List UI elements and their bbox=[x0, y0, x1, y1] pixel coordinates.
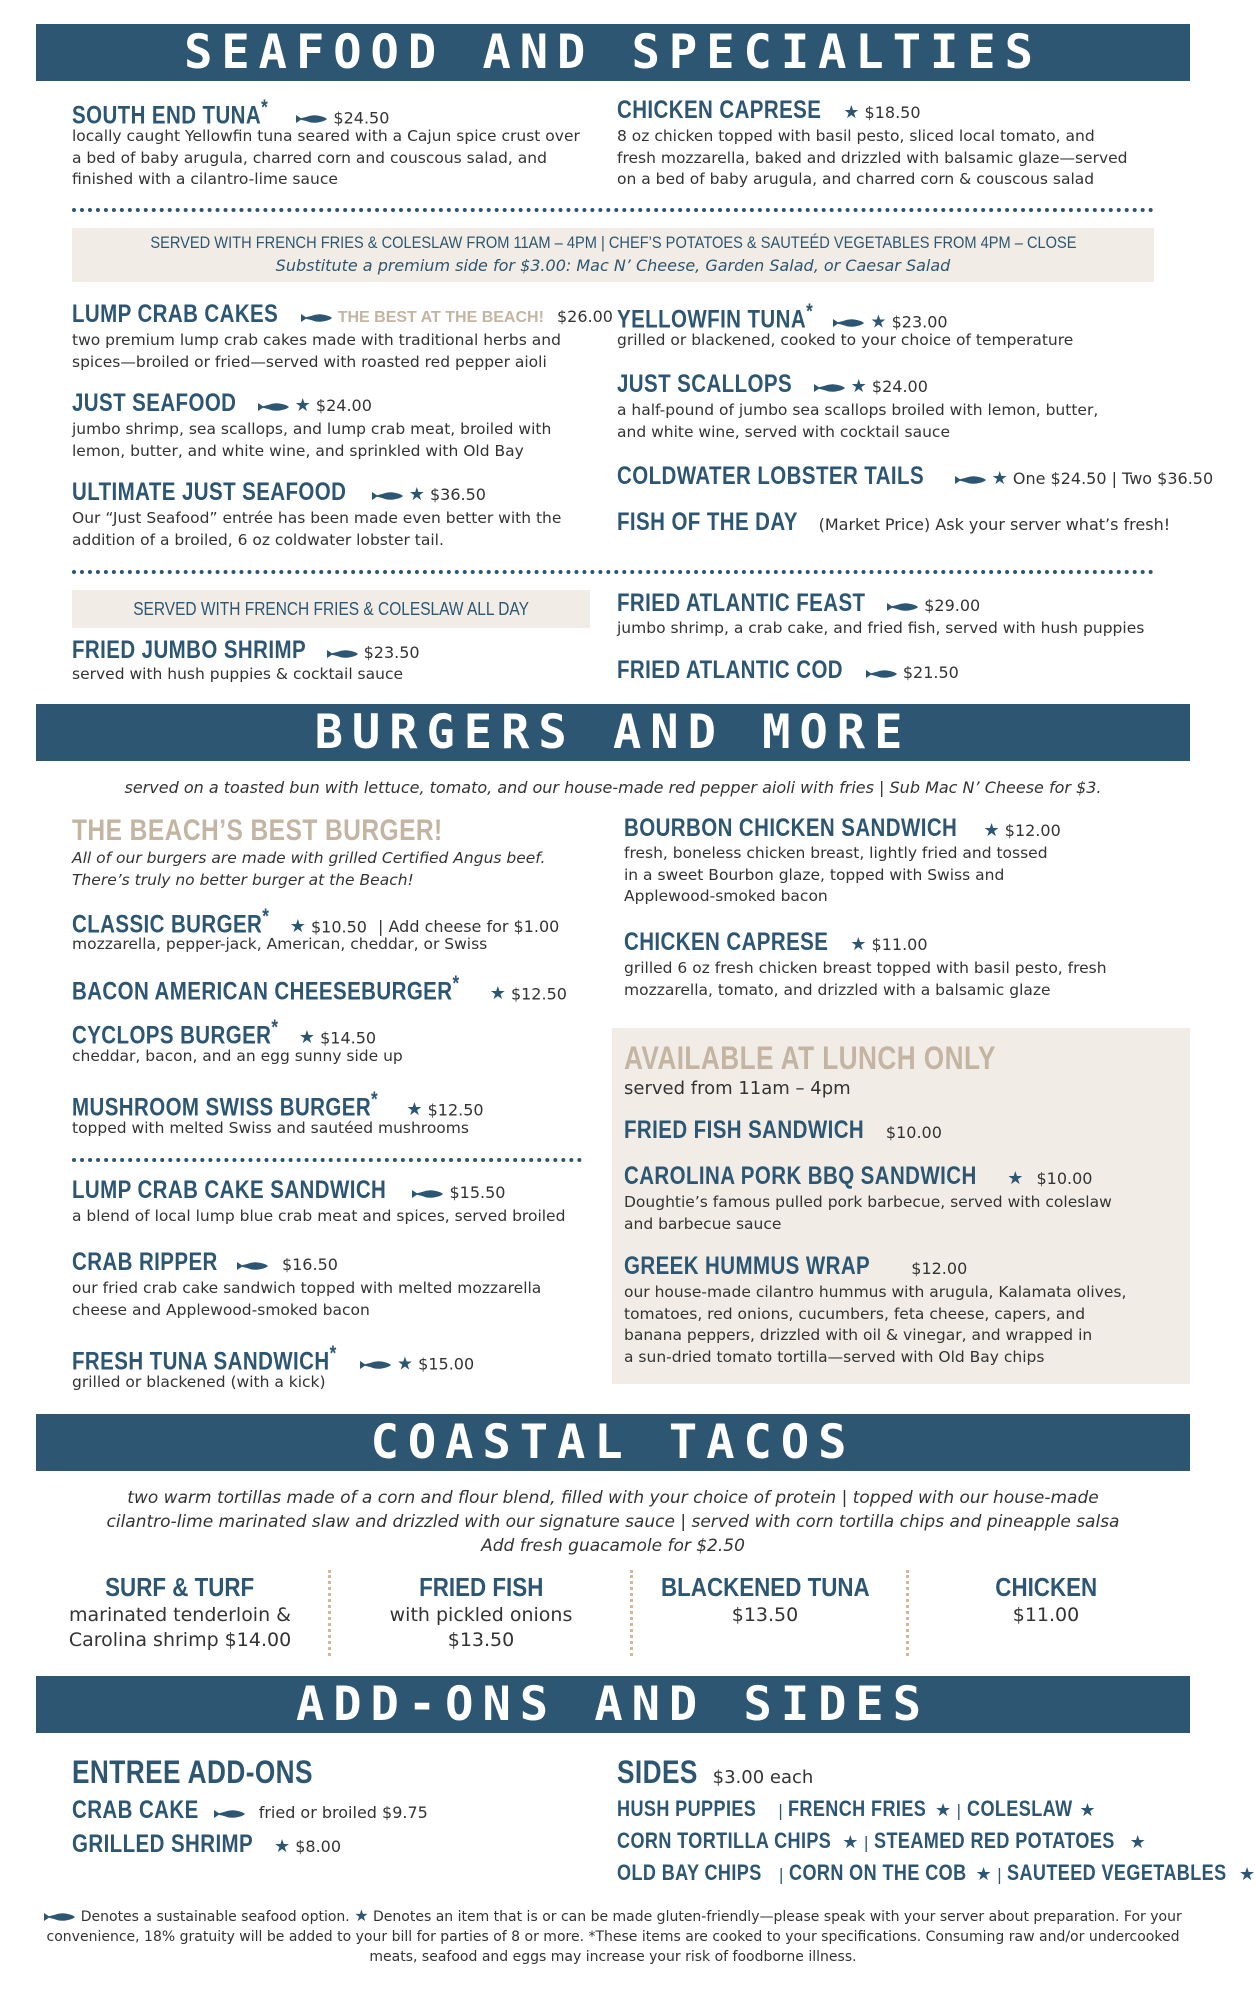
item-name: GRILLED SHRIMP bbox=[72, 1830, 254, 1858]
star-icon: ★ bbox=[843, 102, 860, 123]
item-name: FISH OF THE DAY bbox=[617, 508, 798, 536]
best-at-beach-tag: THE BEST AT THE BEACH! bbox=[337, 309, 544, 326]
item-name: FRIED JUMBO SHRIMP bbox=[72, 636, 307, 664]
item-name: FRIED FISH SANDWICH bbox=[624, 1116, 865, 1144]
item-price: $12.50 bbox=[510, 984, 567, 1004]
star-icon: ★ bbox=[850, 934, 867, 955]
menu-item-fresh-tuna-sandwich: FRESH TUNA SANDWICH* ★ $15.00 bbox=[72, 1342, 475, 1376]
menu-item-classic-burger: CLASSIC BURGER* ★ $10.50 | Add cheese for $1.00 bbox=[72, 905, 560, 939]
item-name: CLASSIC BURGER bbox=[72, 910, 263, 939]
star-icon: ★ bbox=[1007, 1168, 1024, 1189]
menu-item-greek-hummus-wrap bbox=[624, 1252, 967, 1281]
item-name: LUMP CRAB CAKES bbox=[72, 300, 279, 328]
item-name: CAROLINA PORK BBQ SANDWICH bbox=[624, 1162, 977, 1190]
fish-icon bbox=[360, 1359, 392, 1371]
item-desc-cyclops-burger: cheddar, bacon, and an egg sunny side up bbox=[72, 1047, 403, 1065]
entree-addons-heading: ENTREE ADD-ONS bbox=[72, 1754, 313, 1790]
item-desc-carolina-pork-bbq: Doughtie’s famous pulled pork barbecue, served with coleslaw and barbecue sauce bbox=[624, 1193, 1112, 1233]
item-desc-bourbon-chicken-sandwich: fresh, boneless chicken breast, lightly fried and tossed in a sweet Bourbon glaze, topped with Swiss and Applewood-smoked bacon bbox=[624, 844, 1048, 905]
fish-icon bbox=[814, 382, 846, 394]
item-price: $11.00 bbox=[871, 935, 928, 954]
taco-surf-turf: SURF & TURF marinated tenderloin & Carolina shrimp $14.00 bbox=[68, 1572, 292, 1651]
sides-row-3: OLD BAY CHIPS | CORN ON THE COB ★ | SAUTEED VEGETABLES ★ bbox=[617, 1860, 1255, 1885]
item-price: $24.00 bbox=[315, 396, 372, 415]
taco-divider bbox=[630, 1570, 633, 1656]
item-name: BOURBON CHICKEN SANDWICH bbox=[624, 814, 958, 842]
item-name: CRAB CAKE bbox=[72, 1796, 199, 1824]
section-banner-addons: ADD-ONS AND SIDES bbox=[36, 1676, 1190, 1733]
fish-icon bbox=[214, 1808, 246, 1820]
item-desc-lump-crab-cake-sandwich: a blend of local lump blue crab meat and spices, served broiled bbox=[72, 1207, 566, 1225]
menu-item-chicken-caprese bbox=[617, 96, 921, 125]
best-burger-heading: THE BEACH’S BEST BURGER! bbox=[72, 814, 443, 847]
footer-notes: Denotes a sustainable seafood option. ★ Denotes an item that is or can be made gluten-friendly—please speak with your server about preparation. For your convenience, 18% gratuity will be added to your bill for parties of 8 or more. *These items are cooked to your specifications. Consuming raw and/or undercooked meats, seafood and eggs may increase your risk of foodborne illness. bbox=[40, 1906, 1186, 1967]
item-desc-just-scallops: a half-pound of jumbo sea scallops broiled with lemon, butter, and white wine, served with cocktail sauce bbox=[617, 401, 1099, 441]
item-desc-fresh-tuna-sandwich: grilled or blackened (with a kick) bbox=[72, 1373, 326, 1391]
fish-icon bbox=[372, 490, 404, 502]
menu-item-bourbon-chicken-sandwich bbox=[624, 814, 1061, 843]
item-name: ULTIMATE JUST SEAFOOD bbox=[72, 478, 347, 506]
menu-item-fried-atlantic-feast bbox=[617, 589, 980, 618]
item-price: $24.00 bbox=[871, 377, 928, 396]
menu-item-crab-ripper bbox=[72, 1248, 338, 1277]
menu-item-lump-crab-cakes bbox=[72, 300, 613, 329]
item-name: FRIED ATLANTIC COD bbox=[617, 656, 844, 684]
item-price: $24.50 bbox=[333, 108, 390, 128]
item-price: $10.50 bbox=[310, 917, 367, 937]
star-icon: ★ bbox=[975, 1864, 992, 1885]
item-name: CHICKEN CAPRESE bbox=[617, 96, 822, 124]
menu-item-fried-jumbo-shrimp bbox=[72, 636, 420, 665]
star-icon: ★ bbox=[1129, 1832, 1146, 1853]
item-desc-ultimate-just-seafood: Our “Just Seafood” entrée has been made even better with the addition of a broiled, 6 oz coldwater lobster tail. bbox=[72, 509, 562, 549]
item-desc-yellowfin-tuna: grilled or blackened, cooked to your choice of temperature bbox=[617, 331, 1074, 349]
substitute-text: Substitute a premium side for $3.00: Mac N’ Cheese, Garden Salad, or Caesar Salad bbox=[275, 256, 951, 275]
lunch-heading: AVAILABLE AT LUNCH ONLY bbox=[624, 1040, 996, 1076]
star-icon: ★ bbox=[274, 1836, 291, 1857]
menu-item-bacon-american-cheeseburger: BACON AMERICAN CHEESEBURGER* ★ $12.50 bbox=[72, 972, 567, 1006]
item-name: CHICKEN CAPRESE bbox=[624, 928, 829, 956]
fish-icon bbox=[887, 601, 919, 613]
star-icon: ★ bbox=[408, 484, 425, 505]
item-desc-greek-hummus-wrap: our house-made cilantro hummus with arugula, Kalamata olives, tomatoes, red onions, cucumbers, feta cheese, capers, and banana peppers, drizzled with oil & vinegar, and wrapped in a sun-dried tomato tortilla—served with Old Bay chips bbox=[624, 1283, 1127, 1366]
best-burger-desc: All of our burgers are made with grilled Certified Angus beef. There’s truly no better burger at the Beach! bbox=[72, 849, 546, 889]
taco-divider bbox=[328, 1570, 331, 1656]
menu-item-fried-atlantic-cod bbox=[617, 656, 959, 685]
star-icon: ★ bbox=[406, 1099, 423, 1121]
item-desc-fried-atlantic-feast: jumbo shrimp, a crab cake, and fried fish, served with hush puppies bbox=[617, 619, 1145, 637]
item-desc-lump-crab-cakes: two premium lump crab cakes made with traditional herbs and spices—broiled or fried—served with roasted red pepper aioli bbox=[72, 331, 561, 371]
star-icon: ★ bbox=[1238, 1864, 1255, 1885]
fish-icon bbox=[237, 1260, 269, 1272]
item-price: $12.00 bbox=[1004, 821, 1061, 840]
menu-item-fried-fish-sandwich bbox=[624, 1116, 942, 1145]
taco-fried-fish: FRIED FISH with pickled onions $13.50 bbox=[389, 1572, 573, 1651]
menu-item-coldwater-lobster-tails bbox=[617, 462, 1213, 491]
menu-item-fish-of-the-day bbox=[617, 508, 1170, 537]
menu-item-mushroom-swiss-burger: MUSHROOM SWISS BURGER* ★ $12.50 bbox=[72, 1088, 484, 1122]
star-icon: ★ bbox=[1079, 1800, 1096, 1821]
item-name: CYCLOPS BURGER bbox=[72, 1021, 272, 1050]
menu-item-cyclops-burger: CYCLOPS BURGER* ★ $14.50 bbox=[72, 1016, 377, 1050]
item-name: JUST SEAFOOD bbox=[72, 389, 237, 417]
item-price: $36.50 bbox=[430, 485, 486, 504]
star-icon: ★ bbox=[298, 1027, 315, 1049]
item-price: $8.00 bbox=[295, 1837, 342, 1856]
burgers-intro: served on a toasted bun with lettuce, tomato, and our house-made red pepper aioli with fries | Sub Mac N’ Cheese for $3. bbox=[124, 778, 1102, 797]
item-price: $10.00 bbox=[885, 1123, 942, 1142]
star-icon: ★ bbox=[983, 820, 1000, 841]
star-icon: ★ bbox=[396, 1353, 414, 1375]
item-name: COLDWATER LOBSTER TAILS bbox=[617, 462, 925, 490]
item-name: CRAB RIPPER bbox=[72, 1248, 218, 1276]
menu-item-just-scallops bbox=[617, 370, 928, 399]
menu-item-carolina-pork-bbq bbox=[624, 1162, 1092, 1191]
section-banner-seafood: SEAFOOD AND SPECIALTIES bbox=[36, 24, 1190, 81]
sides-row-2: CORN TORTILLA CHIPS ★ | STEAMED RED POTATOES ★ bbox=[617, 1828, 1146, 1853]
menu-item-lump-crab-cake-sandwich bbox=[72, 1176, 505, 1205]
menu-item-ultimate-just-seafood bbox=[72, 478, 486, 507]
item-price: $18.50 bbox=[864, 103, 921, 122]
section-banner-tacos: COASTAL TACOS bbox=[36, 1414, 1190, 1471]
fish-icon bbox=[955, 474, 987, 486]
section-banner-burgers: BURGERS AND MORE bbox=[36, 704, 1190, 761]
item-name: FRESH TUNA SANDWICH bbox=[72, 1347, 330, 1376]
item-price: $16.50 bbox=[281, 1255, 338, 1274]
item-name: BACON AMERICAN CHEESEBURGER bbox=[72, 977, 453, 1006]
star-icon: ★ bbox=[489, 983, 506, 1005]
item-desc-chicken-caprese-sandwich: grilled 6 oz fresh chicken breast topped with basil pesto, fresh mozzarella, tomato, and drizzled with a balsamic glaze bbox=[624, 959, 1107, 999]
item-name: FRIED ATLANTIC FEAST bbox=[617, 589, 866, 617]
served-all-day-box bbox=[72, 590, 590, 628]
item-price: $15.50 bbox=[449, 1183, 506, 1202]
item-name: MUSHROOM SWISS BURGER bbox=[72, 1093, 372, 1122]
tacos-intro: two warm tortillas made of a corn and flour blend, filled with your choice of protein | topped with our house-made cilantro-lime marinated slaw and drizzled with our signature sauce | served with corn tortilla chips and pineapple salsa Add fresh guacamole for $2.50 bbox=[106, 1488, 1120, 1556]
item-price: $15.00 bbox=[418, 1354, 475, 1374]
star-icon: ★ bbox=[934, 1800, 952, 1821]
menu-item-chicken-caprese-sandwich bbox=[624, 928, 928, 957]
fish-icon bbox=[301, 312, 333, 324]
addon-grilled-shrimp bbox=[72, 1830, 341, 1859]
fish-icon bbox=[866, 668, 898, 680]
item-price: $29.00 bbox=[924, 596, 981, 615]
item-price: $26.00 bbox=[557, 307, 613, 326]
sides-row-1: HUSH PUPPIES | FRENCH FRIES ★ | COLESLAW ★ bbox=[617, 1796, 1096, 1821]
menu-item-just-seafood bbox=[72, 389, 372, 418]
dotted-divider bbox=[72, 208, 1154, 212]
item-price: $14.50 bbox=[320, 1028, 377, 1048]
item-desc-classic-burger: mozzarella, pepper-jack, American, cheddar, or Swiss bbox=[72, 935, 488, 953]
item-price: $12.50 bbox=[427, 1100, 484, 1120]
item-desc-crab-ripper: our fried crab cake sandwich topped with melted mozzarella cheese and Applewood-smoked bacon bbox=[72, 1279, 542, 1319]
star-icon: ★ bbox=[991, 468, 1008, 489]
item-desc-south-end-tuna: locally caught Yellowfin tuna seared with a Cajun spice crust over a bed of baby arugula, charred corn and couscous salad, and finished with a cilantro-lime sauce bbox=[72, 127, 580, 188]
taco-blackened-tuna: BLACKENED TUNA $13.50 bbox=[660, 1572, 870, 1626]
item-price: One $24.50 | Two $36.50 bbox=[1012, 469, 1214, 488]
add-cheese-text: | Add cheese for $1.00 bbox=[378, 917, 560, 937]
star-icon: ★ bbox=[294, 395, 311, 416]
item-price: $23.00 bbox=[891, 312, 948, 332]
menu-item-yellowfin-tuna: YELLOWFIN TUNA* ★ $23.00 bbox=[617, 300, 948, 334]
item-price: $12.00 bbox=[911, 1259, 968, 1278]
star-icon: ★ bbox=[850, 376, 867, 397]
dotted-divider bbox=[72, 1158, 582, 1162]
taco-divider bbox=[906, 1570, 909, 1656]
item-desc-just-seafood: jumbo shrimp, sea scallops, and lump crab meat, broiled with lemon, butter, and white wine, and sprinkled with Old Bay bbox=[72, 420, 552, 460]
item-name: GREEK HUMMUS WRAP bbox=[624, 1252, 871, 1280]
dotted-divider bbox=[72, 570, 1154, 574]
fish-icon bbox=[327, 648, 359, 660]
fish-icon bbox=[44, 1911, 76, 1923]
fish-icon bbox=[412, 1188, 444, 1200]
fish-icon bbox=[296, 113, 328, 125]
fish-icon bbox=[258, 401, 290, 413]
item-name: JUST SCALLOPS bbox=[617, 370, 793, 398]
served-with-box bbox=[72, 228, 1154, 282]
star-icon: ★ bbox=[842, 1832, 859, 1853]
star-icon: ★ bbox=[354, 1906, 369, 1925]
item-price: $21.50 bbox=[902, 663, 959, 682]
star-icon: ★ bbox=[870, 311, 887, 333]
item-price: fried or broiled $9.75 bbox=[258, 1803, 428, 1822]
item-price: $23.50 bbox=[363, 643, 420, 662]
taco-chicken: CHICKEN $11.00 bbox=[995, 1572, 1097, 1626]
lunch-subheading: served from 11am – 4pm bbox=[624, 1078, 851, 1099]
item-desc-mushroom-swiss-burger: topped with melted Swiss and sautéed mushrooms bbox=[72, 1119, 469, 1137]
item-price: $10.00 bbox=[1036, 1169, 1093, 1188]
item-desc-chicken-caprese: 8 oz chicken topped with basil pesto, sliced local tomato, and fresh mozzarella, baked and drizzled with balsamic glaze—served on a bed of baby arugula, and charred corn & couscous salad bbox=[617, 127, 1128, 188]
sides-heading: SIDES $3.00 each bbox=[617, 1754, 814, 1790]
menu-item-south-end-tuna: SOUTH END TUNA* $24.50 bbox=[72, 96, 390, 130]
item-desc-fried-jumbo-shrimp: served with hush puppies & cocktail sauce bbox=[72, 665, 404, 683]
addon-crab-cake bbox=[72, 1796, 428, 1825]
item-price: (Market Price) Ask your server what’s fresh! bbox=[818, 515, 1171, 534]
served-with-text: SERVED WITH FRENCH FRIES & COLESLAW FROM 11AM – 4PM | CHEF’S POTATOES & SAUTEÉD VEGETABLES FROM 4PM – CLOSE bbox=[149, 233, 1077, 252]
item-name: YELLOWFIN TUNA bbox=[617, 305, 807, 334]
star-icon: ★ bbox=[289, 916, 306, 938]
item-name: LUMP CRAB CAKE SANDWICH bbox=[72, 1176, 387, 1204]
item-name: SOUTH END TUNA bbox=[72, 101, 262, 130]
fish-icon bbox=[833, 317, 865, 329]
served-all-day-text: SERVED WITH FRENCH FRIES & COLESLAW ALL DAY bbox=[133, 599, 529, 619]
